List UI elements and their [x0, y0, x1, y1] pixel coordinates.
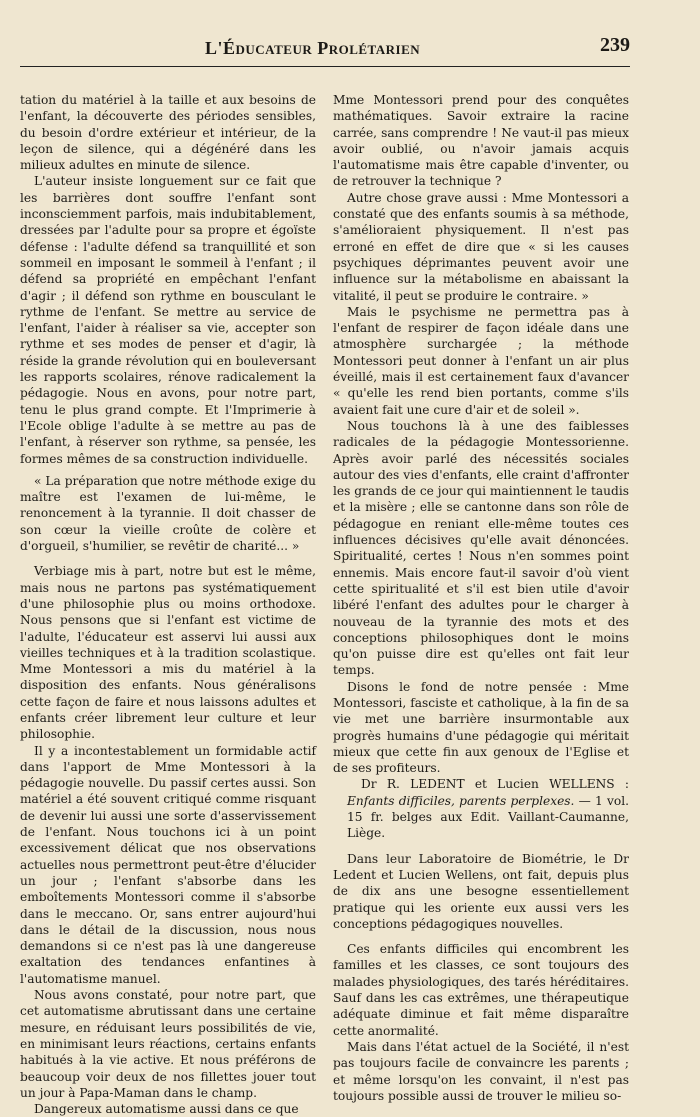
paragraph: Verbiage mis à part, notre but est le même, mais nous ne partons pas systématiquement d'une philosophie plus ou moins orthodoxe. Nous pensons que si l'enfant est victime de l'adulte, l'éducateur est asservi lui aussi aux vieilles techniques et à la tradition scolastique. Mme Montessori a mis du matériel à la disposition des enfants. Nous généralisons cette façon de faire et nous laissons adultes et enfants créer librement leur culture et leur philosophie.	[20, 564, 316, 742]
left-column	[20, 92, 316, 1117]
page-number: 239	[600, 34, 630, 56]
paragraph: Mais le psychisme ne permettra pas à l'enfant de respirer de façon idéale dans une atmosphère surchargée ; la méthode Montessori peut donner à l'enfant un air plus éveillé, mais il est certainement faux d'avancer « qu'elle les rend bien portants, comme s'ils avaient fait une cure d'air et de soleil ».	[333, 304, 629, 417]
paragraph: L'auteur insiste longuement sur ce fait que les barrières dont souffre l'enfant sont inconsciemment parfois, mais indubitablement, dressées par l'adulte pour sa propre et égoïste défense : l'adulte défend sa tranquillité et son sommeil en imposant le sommeil à l'enfant ; il défend sa propriété en empêchant l'enfant d'agir ; il défend son rythme en bousculant le rythme de l'enfant. Se mettre au service de l'enfant, l'aider à réaliser sa vie, accepter son rythme et ses modes de penser et d'agir, là réside la grande révolution qui en bouleversant les rapports scolaires, rénove radicalement la pédagogie. Nous en avons, pour notre part, tenu le plus grand compte. Et l'Imprimerie à l'Ecole oblige l'adulte à se mettre au pas de l'enfant, à réserver son rythme, sa pensée, les formes mêmes de sa construction individuelle.	[20, 174, 316, 466]
review-authors: Dr R. LEDENT et Lucien WELLENS :	[361, 777, 629, 792]
paragraph: Mais dans l'état actuel de la Société, il n'est pas toujours facile de convaincre les parents ; et même lorsqu'on les convaint, il n'est pas toujours possible aussi de trouver le milieu so-	[333, 1039, 629, 1103]
book-review	[333, 776, 629, 1104]
page-header	[20, 32, 630, 68]
quote-paragraph: « La préparation que notre méthode exige du maître est l'examen de lui-même, le renoncement à la tyrannie. Il doit chasser de son cœur la vieille croûte de colère et d'orgueil, s'humilier, se revêtir de charité... »	[20, 473, 316, 554]
paragraph: Autre chose grave aussi : Mme Montessori a constaté que des enfants soumis à sa méthode, s'amélioraient physiquement. Il n'est pas erroné en effet de dire que « si les causes psychiques déprimantes peuvent avoir une influence sur la métabolisme en abaissant la vitalité, il peut se produire le contraire. »	[333, 190, 629, 303]
paragraph: Ces enfants difficiles qui encombrent les familles et les classes, ce sont toujours des malades physiologiques, des tarés héréditaires. Sauf dans les cas extrêmes, une thérapeutique adéquate diminue et fait même disparaître cette anormalité.	[333, 942, 629, 1038]
paragraph: tation du matériel à la taille et aux besoins de l'enfant, la découverte des périodes sensibles, du besoin d'ordre extérieur et intérieur, de la leçon de silence, qui a dégénéré dans les milieux adultes en minute de silence.	[20, 93, 316, 173]
paragraph: Il y a incontestablement un formidable actif dans l'apport de Mme Montessori à la pédagogie nouvelle. Du passif certes aussi. Son matériel a été souvent critiqué comme risquant de devenir lui aussi une sorte d'asservissement de l'enfant. Nous touchons ici à un point excessivement délicat que nos observations actuelles nous permettront peut-être d'élucider un jour ; l'enfant s'absorbe dans les emboîtements Montessori comme il s'absorbe dans le meccano. Or, sans entrer aujourd'hui dans le détail de la discussion, nous nous demandons si ce n'est pas là une dangereuse exaltation des tendances enfantines à l'automatisme manuel.	[20, 743, 316, 986]
paragraph: Disons le fond de notre pensée : Mme Montessori, fasciste et catholique, à la fin de sa vie met une barrière insurmontable aux progrès humains d'une pédagogie qui méritait mieux que cette fin aux genoux de l'Eglise et de ses profiteurs.	[333, 679, 629, 776]
review-book-title: Enfants difficiles, parents perplexes.	[347, 793, 575, 808]
paragraph: Nous touchons là à une des faiblesses radicales de la pédagogie Montessorienne. Après avoir parlé des nécessités sociales autour des vies d'enfants, elle craint d'affronter les grands de ce jour qui maintiennent le taudis et la misère ; elle se cantonne dans son rôle de pédagogue en reniant elle-même toutes ces influences décisives qu'elle avait dénoncées. Spiritualité, certes ! Nous n'en sommes point ennemis. Mais encore faut-il savoir d'où vient cette spiritualité et s'il est bien utile d'avoir libéré l'enfant des adultes pour le charger à nouveau de la tyrannie des mots et des conceptions philosophiques dont le moins qu'on puisse dire est qu'elles ont fait leur temps.	[333, 418, 629, 678]
journal-title: L'Éducateur Prolétarien	[205, 38, 421, 58]
review-details: — 1 vol. 15 fr. belges aux Edit. Vaillant-Caumanne, Liège.	[347, 793, 630, 841]
right-column	[333, 92, 629, 1104]
paragraph: Dangereux automatisme aussi dans ce que	[34, 1102, 299, 1117]
paragraph: Mme Montessori prend pour des conquêtes mathématiques. Savoir extraire la racine carrée, sans comprendre ! Ne vaut-il pas mieux avoir oublié, ou n'avoir jamais acquis l'automatisme mais être capable d'inventer, ou de retrouver la technique ?	[333, 93, 629, 189]
header-rule	[20, 66, 630, 67]
paragraph: Dans leur Laboratoire de Biométrie, le Dr Ledent et Lucien Wellens, ont fait, depuis plus de dix ans une besogne essentiellement pratique qui les oriente eux aussi vers les conceptions pédagogiques nouvelles.	[333, 851, 629, 931]
review-heading	[333, 776, 629, 841]
paragraph: Nous avons constaté, pour notre part, que cet automatisme abrutissant dans une certaine mesure, en réduisant leurs possibilités de vie, en minimisant leurs réactions, certains enfants habitués à la vie active. Et nous préférons de beaucoup voir deux de nos fillettes jouer tout un jour à Papa-Maman dans le champ.	[20, 988, 316, 1100]
